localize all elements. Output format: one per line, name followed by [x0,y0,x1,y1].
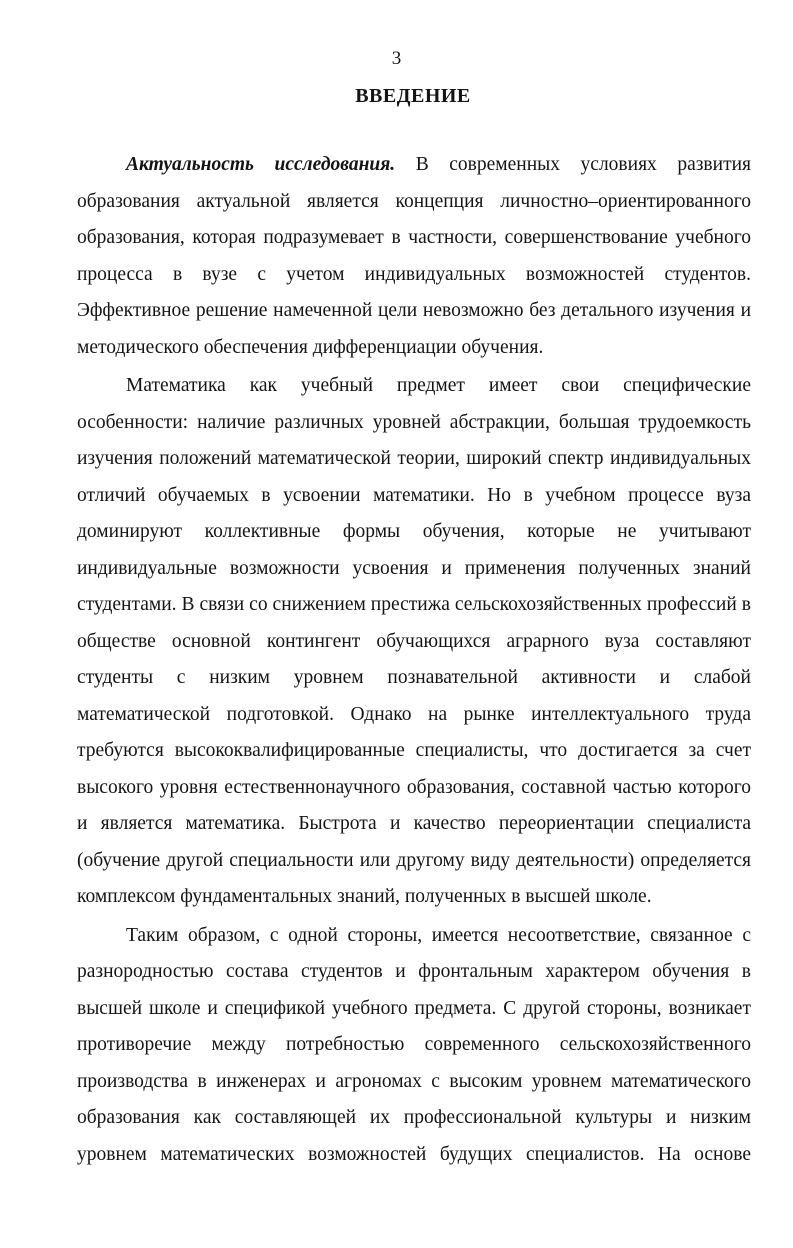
paragraph-text: В современных условиях развития образования актуальной является концепция личностно–ориентированного образования, которая подразумевает в частности, совершенствование учебного процесса в вузе с учетом индивидуальных возможностей студентов. Эффективное решение намеченной цели невозможно без детального изучения и методического обеспечения дифференциации обучения. [77,154,752,358]
body-text [77,147,751,1175]
paragraph-lead: Актуальность исследования. [126,154,396,175]
paragraph-mathematics: Математика как учебный предмет имеет свои специфические особенности: наличие различных уровней абстракции, большая трудоемкость изучения положений математической теории, широкий спектр индивидуальных отличий обучаемых в усвоении математики. Но в учебном процессе вуза доминируют коллективные формы обучения, которые не учитывают индивидуальные возможности усвоения и применения полученных знаний студентами. В связи со снижением престижа сельскохозяйственных профессий в обществе основной контингент обучающихся аграрного вуза составляют студенты с низким уровнем познавательной активности и слабой математической подготовкой. Однако на рынке интеллектуального труда требуются высококвалифицированные специалисты, что достигается за счет высокого уровня естественнонаучного образования, составной частью которого и является математика. Быстрота и качество переориентации специалиста (обучение другой специальности или другому виду деятельности) определяется комплексом фундаментальных знаний, полученных в высшей школе. [77,375,751,907]
paragraph-relevance [77,147,751,366]
page-number: 3 [391,48,402,69]
page-title: ВВЕДЕНИЕ [355,85,471,107]
paragraph-contradiction: Таким образом, с одной стороны, имеется несоответствие, связанное с разнородностью состава студентов и фронтальным характером обучения в высшей школе и спецификой учебного предмета. С другой стороны, возникает противоречие между потребностью современного сельскохозяйственного производства в инженерах и агрономах с высоким уровнем математического образования как составляющей их профессиональной культуры и низким уровнем математических возможностей будущих специалистов. На основе [77,924,751,1165]
